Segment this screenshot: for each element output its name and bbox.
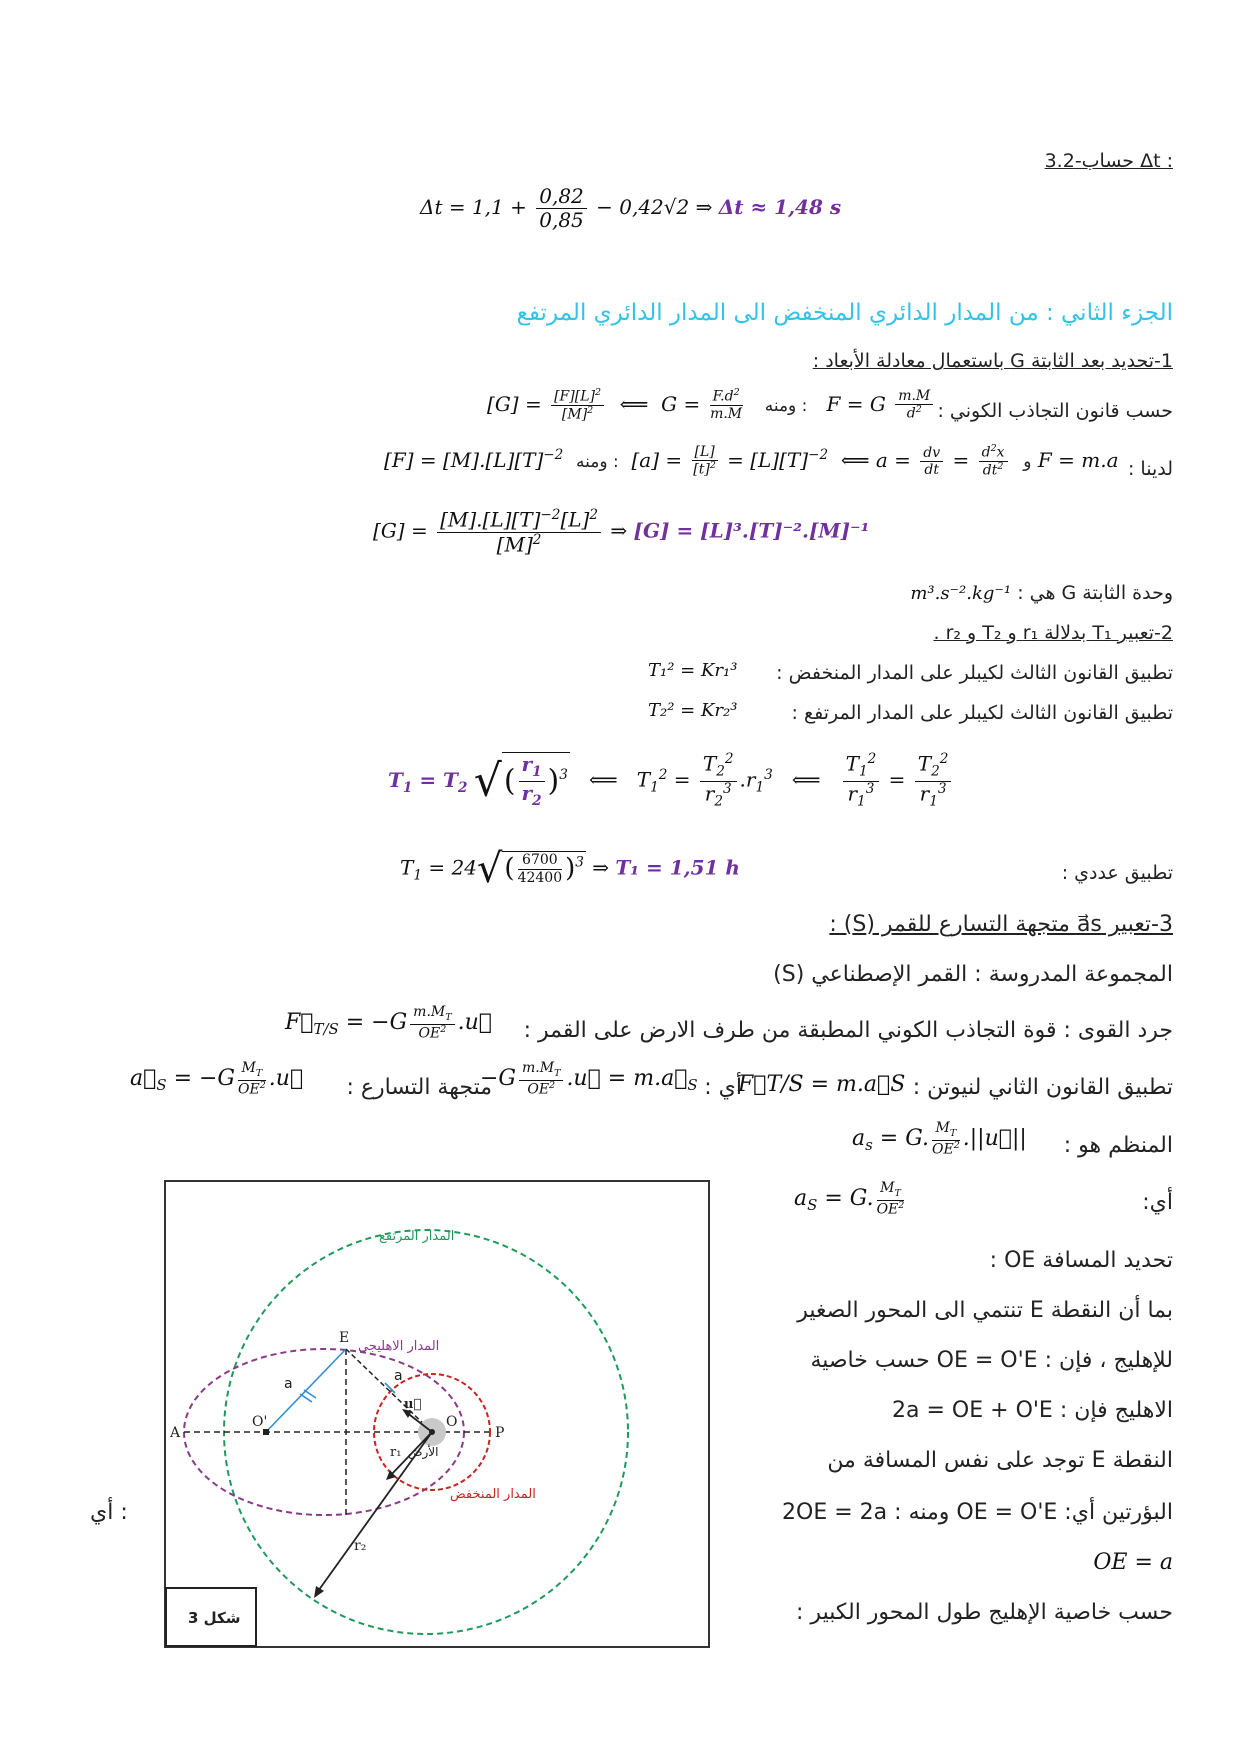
q2-derivation: $T_1 = T_2$ √( $\frac{r_1}{r_2}$ )$^3$ ⟸ $T_1^2$ = $\frac{T_2^2}{r_2^3}$ $.r_1^3$ ⟸ $\frac{T_1^2}{r_1^3}$ = $\frac{T_2^2}{r_1^3}$ (388, 752, 954, 810)
q3-newton-text: تطبيق القانون الثاني لنيوتن : (912, 1075, 1173, 1100)
delta-t-den: 0,85 (539, 208, 584, 232)
q3-p6: OE = a (1093, 1550, 1173, 1575)
label-a2: a (394, 1368, 403, 1384)
delta-t-rest: − 0,42√2 ⇒ (596, 195, 713, 219)
q2-heading: 2-تعبير T₁ بدلالة r₁ و T₂ و r₂ . (933, 622, 1173, 644)
q3-p5: البؤرتين أي: OE = O'E ومنه : 2OE = 2a (782, 1500, 1173, 1525)
q2-low-eq: T₁² = Kr₁³ (648, 660, 738, 681)
q3-left-ie: أي : (90, 1500, 128, 1525)
point-e-label: E (339, 1330, 350, 1346)
q1-unit-value: m³.s⁻².kg⁻¹ (910, 583, 1012, 604)
q3-accel-vec-label: متجهة التسارع : (346, 1075, 492, 1100)
label-u: u⃗ (404, 1397, 422, 1412)
q2-high-text: تطبيق القانون الثالث لكيبلر على المدار المرتفع : (791, 702, 1173, 724)
low-orbit-label: المدار المنخفض (450, 1487, 536, 1502)
q1-line3-result: [G] = [L]³.[T]⁻².[M]⁻¹ (633, 518, 870, 543)
point-p-label: P (495, 1425, 505, 1441)
high-orbit-label: المدار المرتفع (379, 1229, 455, 1244)
q1-line2-and2: ومنه : (576, 451, 619, 472)
q3-ie-eq: $a_S = G$. $\frac{M_T}{OE^2}$ (794, 1180, 905, 1218)
q1-unit-line (910, 582, 1173, 604)
point-a-label: A (170, 1425, 181, 1441)
part2-title: الجزء الثاني : من المدار الدائري المنخفض الى المدار الدائري المرتفع (516, 300, 1173, 326)
point-o-prime-label: O' (252, 1414, 268, 1430)
q3-p7: حسب خاصية الإهليج طول المحور الكبير : (796, 1600, 1173, 1625)
q2-high-eq: T₂² = Kr₂³ (648, 700, 738, 721)
q1-line1-text: حسب قانون التجاذب الكوني : (937, 400, 1173, 422)
q3-norm-eq: $a_s = G$. $\frac{M_T}{OE^2}$ .||u⃗|| (852, 1120, 1027, 1158)
q3-p2: للإهليج ، فإن : OE = O'E حسب خاصية (810, 1348, 1173, 1373)
q3-newton-ie: أي : (704, 1075, 742, 1100)
q1-line1-and: ومنه : (764, 395, 808, 416)
point-o-label: O (446, 1414, 458, 1430)
delta-t-result: Δt ≈ 1,48 s (718, 195, 842, 219)
q3-norm-text: المنظم هو : (1063, 1133, 1173, 1158)
q3-p3: الاهليج فإن : 2a = OE + O'E (892, 1398, 1173, 1423)
q1-line2-math: $[F] = [M].[L][T]^{-2}$ ومنه : [a] = $\frac{[L]}{[t]^2}$ = $[L][T]^{-2}$ ⟸ a = $\frac{dv}{dt}$ = $\frac{d^2x}{dt^2}$ و F = m.a (384, 443, 1119, 479)
q3-p1: بما أن النقطة E تنتمي الى المحور الصغير (797, 1298, 1173, 1323)
q2-low-text: تطبيق القانون الثالث لكيبلر على المدار المنخفض : (776, 662, 1173, 684)
q1-line1-math: [G] = $\frac{[F][L]^2}{[M]^2}$ ⟸ G = $\frac{F.d^2}{m.M}$ ومنه : F = G $\frac{m.M}{d^2}$ (487, 388, 936, 423)
q3-forces-eq: $F⃗_{T/S} = -G$ $\frac{m.M_T}{OE^2}$ .u⃗ (285, 1004, 492, 1042)
q1-line2-and: و (1023, 451, 1032, 472)
q2-numeric-label: تطبيق عددي : (1061, 862, 1173, 884)
q3-forces-text: جرد القوى : قوة التجاذب الكوني المطبقة من طرف الارض على القمر : (523, 1018, 1173, 1043)
q3-newton-eq: F⃗T/S = m.a⃗S (738, 1072, 906, 1097)
q3-newton-eq2: −G $\frac{m.M_T}{OE^2}$ .u⃗ = $m.a⃗_S$ (480, 1060, 698, 1098)
delta-t-lhs: Δt = 1,1 + (420, 195, 527, 219)
q3-heading: 3-تعبير a⃗s متجهة التسارع للقمر (S) : (829, 912, 1173, 937)
label-r1: r₁ (390, 1445, 402, 1460)
q1-unit-text: وحدة الثابتة G هي : (1017, 582, 1173, 604)
orbit-figure (164, 1180, 710, 1648)
q2-numeric: $T_1 = 24√$( $\frac{6700}{42400}$ )$^3$ ⇒ T₁ = 1,51 h (400, 846, 740, 892)
delta-t-num: 0,82 (536, 185, 587, 209)
figure-caption: شكل 3 (188, 1609, 241, 1627)
q3-accel-vec-eq: $a⃗_S = -G$ $\frac{M_T}{OE^2}$ .u⃗ (130, 1060, 304, 1098)
section-32-heading: : Δt حساب-3.2 (1044, 150, 1173, 172)
earth-label: الأرض (408, 1445, 439, 1459)
ellipse-orbit-label: المدار الاهليجي (358, 1339, 440, 1354)
q3-ie-label: أي: (1142, 1190, 1173, 1215)
label-a1: a (284, 1376, 293, 1392)
q1-line3-math: [G] = $\frac{[M].[L][T]^{-2}[L]^2}{[M]^2}$ ⇒ [G] = [L]³.[T]⁻².[M]⁻¹ (373, 507, 870, 557)
delta-t-equation (420, 185, 841, 232)
q1-heading: 1-تحديد بعد الثابتة G باستعمال معادلة الأبعاد : (812, 350, 1173, 372)
q3-system: المجموعة المدروسة : القمر الإصطناعي (S) (773, 962, 1173, 987)
q2-numeric-result: T₁ = 1,51 h (615, 855, 740, 880)
q1-line2-text: لدينا : (1127, 458, 1173, 480)
label-r2: r₂ (354, 1538, 367, 1554)
q3-p4: النقطة E توجد على نفس المسافة من (827, 1448, 1173, 1473)
q3-oe-heading: تحديد المسافة OE : (989, 1248, 1173, 1273)
